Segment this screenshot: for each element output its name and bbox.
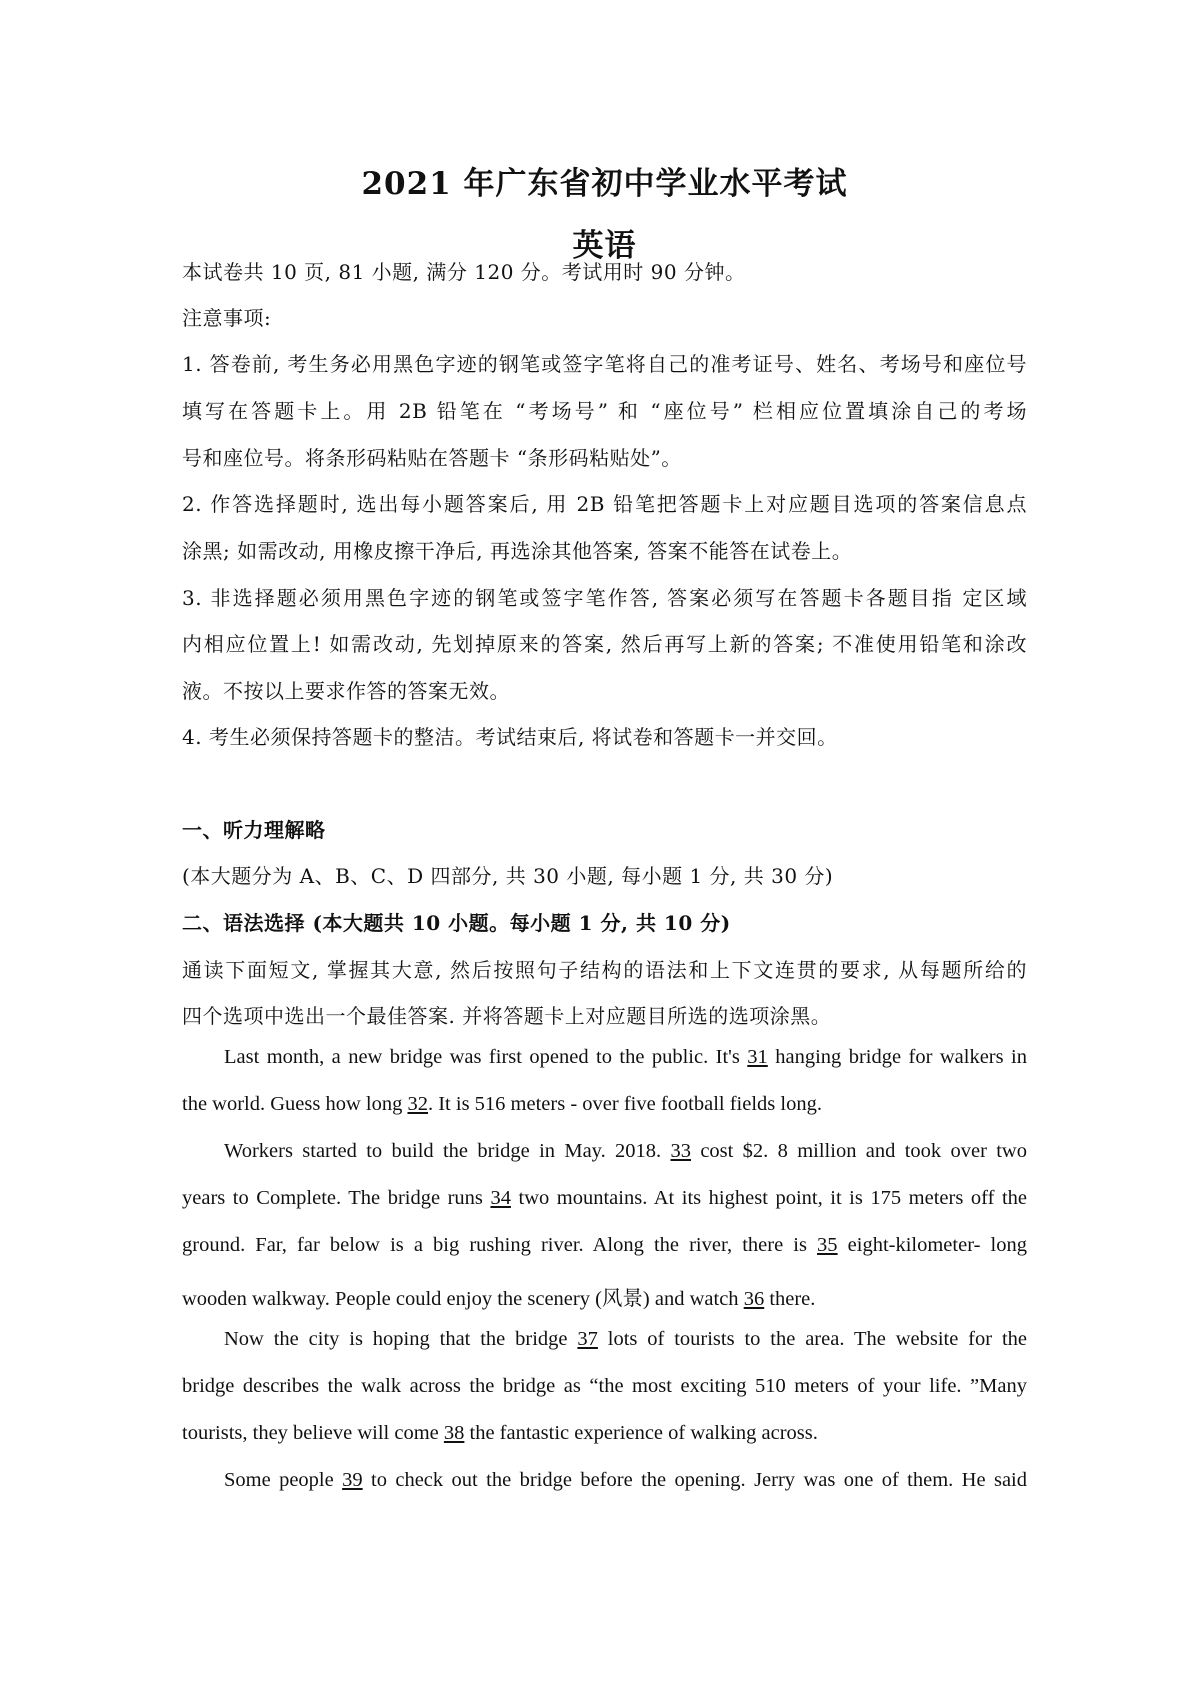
note-line: 内相应位置上! 如需改动, 先划掉原来的答案, 然后再写上新的答案; 不准使用铅笔和涂改 bbox=[182, 632, 1027, 656]
passage-line: ground. Far, far below is a big rushing river. Along the river, there is 35 eight-kilometer- long bbox=[182, 1234, 1027, 1256]
subject-title: 英语 bbox=[572, 228, 637, 264]
note-line: 填写在答题卡上。用 2B 铅笔在 “考场号” 和 “座位号” 栏相应位置填涂自己的考场 bbox=[182, 399, 1027, 423]
exam-title: 2021 年广东省初中学业水平考试 bbox=[361, 166, 848, 202]
blank-39: 39 bbox=[342, 1469, 363, 1491]
passage-line: tourists, they believe will come 38 the fantastic experience of walking across. bbox=[182, 1422, 818, 1444]
blank-34: 34 bbox=[490, 1187, 511, 1209]
notes-heading: 注意事项: bbox=[182, 306, 272, 330]
note-line: 3. 非选择题必须用黑色字迹的钢笔或签字笔作答, 答案必须写在答题卡各题目指 定区域 bbox=[182, 586, 1027, 610]
passage-line: Some people 39 to check out the bridge before the opening. Jerry was one of them. He said bbox=[224, 1469, 1027, 1491]
exam-summary: 本试卷共 10 页, 81 小题, 满分 120 分。考试用时 90 分钟。 bbox=[182, 260, 746, 284]
note-line: 涂黑; 如需改动, 用橡皮擦干净后, 再选涂其他答案, 答案不能答在试卷上。 bbox=[182, 539, 853, 563]
passage-line: wooden walkway. People could enjoy the scenery (风景) and watch 36 there. bbox=[182, 1288, 816, 1310]
note-line: 1. 答卷前, 考生务必用黑色字迹的钢笔或签字笔将自己的准考证号、姓名、考场号和座位号 bbox=[182, 352, 1027, 376]
blank-36: 36 bbox=[743, 1288, 765, 1310]
note-line: 4. 考生必须保持答题卡的整洁。考试结束后, 将试卷和答题卡一并交回。 bbox=[182, 725, 838, 749]
instruction-line: 通读下面短文, 掌握其大意, 然后按照句子结构的语法和上下文连贯的要求, 从每题所给的 bbox=[182, 958, 1027, 982]
note-line: 2. 作答选择题时, 选出每小题答案后, 用 2B 铅笔把答题卡上对应题目选项的答案信息点 bbox=[182, 492, 1027, 516]
blank-37: 37 bbox=[577, 1328, 598, 1350]
blank-31: 31 bbox=[747, 1046, 768, 1068]
section1-heading: 一、听力理解略 bbox=[182, 818, 326, 842]
instruction-line: 四个选项中选出一个最佳答案. 并将答题卡上对应题目所选的选项涂黑。 bbox=[182, 1004, 832, 1028]
blank-35: 35 bbox=[817, 1234, 838, 1256]
passage-line: bridge describes the walk across the bridge as “the most exciting 510 meters of your life. ”Many bbox=[182, 1375, 1027, 1397]
passage-line: the world. Guess how long 32. It is 516 meters - over five football fields long. bbox=[182, 1093, 822, 1115]
blank-33: 33 bbox=[670, 1140, 691, 1162]
blank-38: 38 bbox=[443, 1422, 465, 1444]
section2-heading: 二、语法选择 (本大题共 10 小题。每小题 1 分, 共 10 分) bbox=[182, 911, 731, 935]
blank-32: 32 bbox=[407, 1093, 428, 1115]
note-line: 号和座位号。将条形码粘贴在答题卡 “条形码粘贴处”。 bbox=[182, 446, 682, 470]
passage-line: Workers started to build the bridge in May. 2018. 33 cost $2. 8 million and took over two bbox=[224, 1140, 1027, 1162]
note-line: 液。不按以上要求作答的答案无效。 bbox=[182, 679, 510, 703]
passage-line: years to Complete. The bridge runs 34 two mountains. At its highest point, it is 175 meters off the bbox=[182, 1187, 1027, 1209]
passage-line: Now the city is hoping that the bridge 37 lots of tourists to the area. The website for the bbox=[224, 1328, 1028, 1350]
section1-description: (本大题分为 A、B、C、D 四部分, 共 30 小题, 每小题 1 分, 共 30 分) bbox=[182, 864, 834, 888]
passage-line: Last month, a new bridge was first opened to the public. It's 31 hanging bridge for walkers in bbox=[224, 1046, 1027, 1068]
